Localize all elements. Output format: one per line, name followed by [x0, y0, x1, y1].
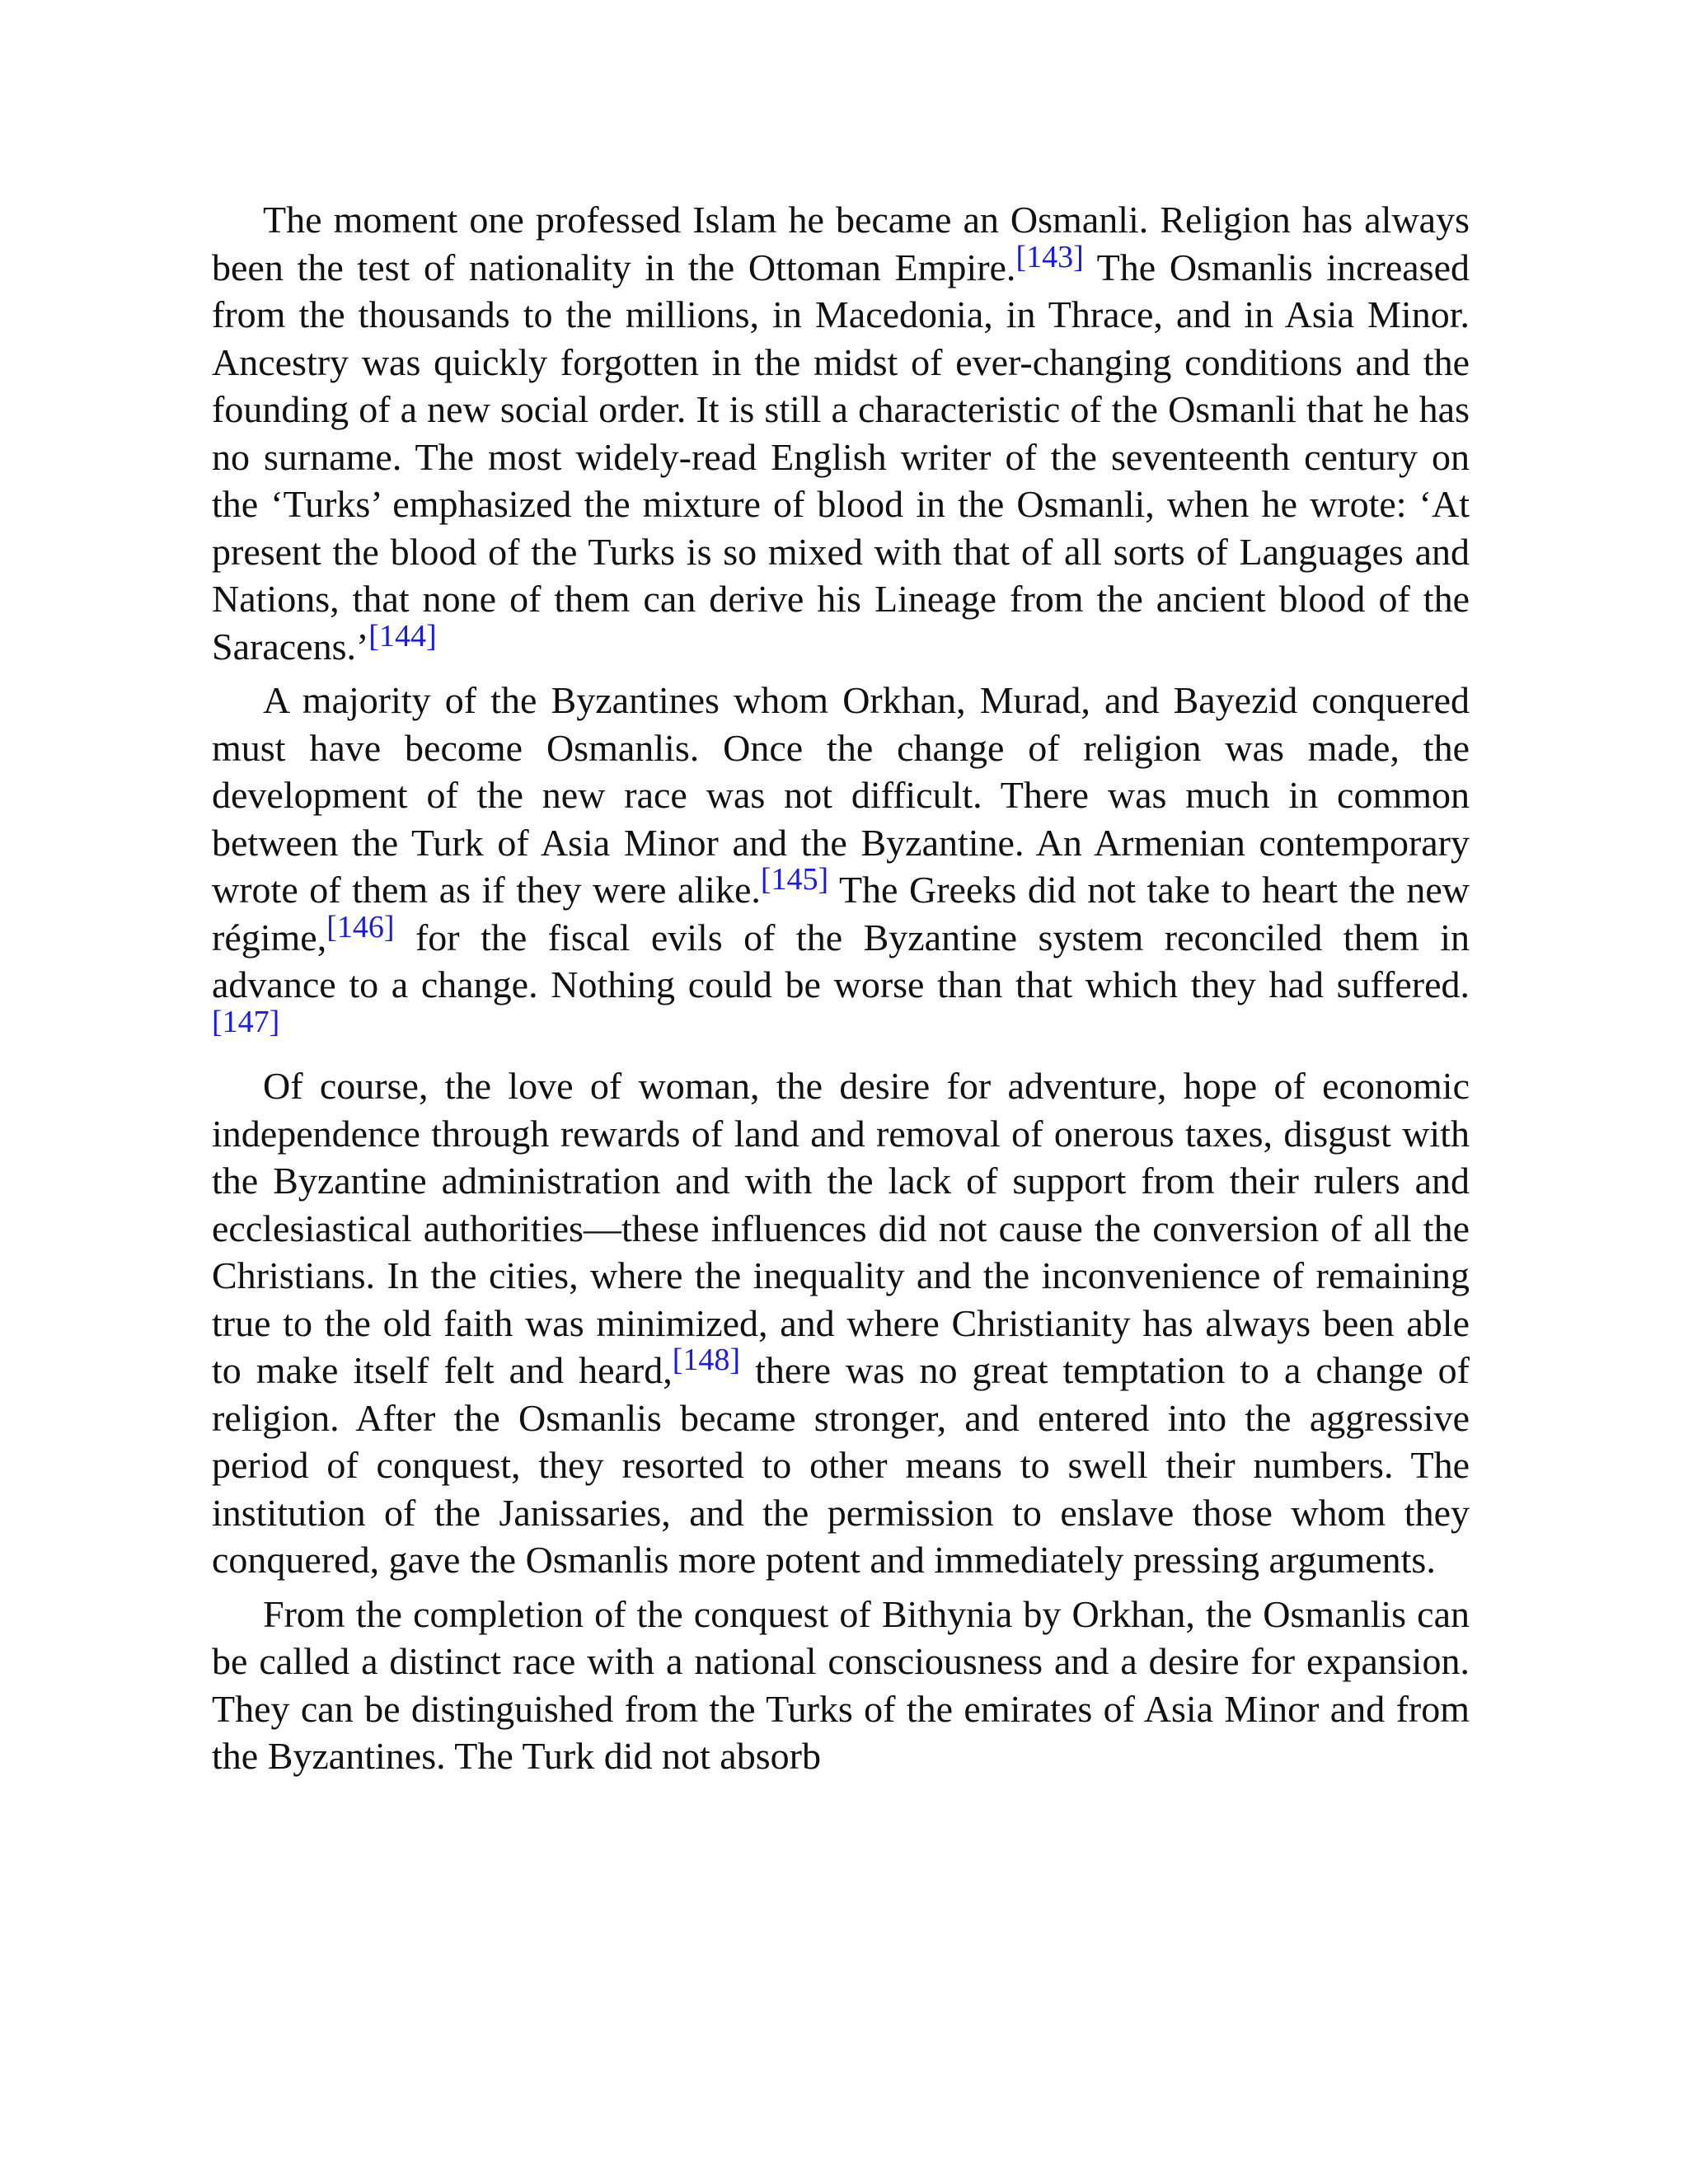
footnote-link[interactable]: [145]: [760, 862, 829, 898]
paragraph: [212, 1591, 1470, 1780]
footnote-link[interactable]: [148]: [672, 1343, 741, 1378]
paragraph-text: From the completion of the conquest of Bithynia by Orkhan, the Osmanlis can be called a distinct race with a national consciousness and a desire for expansion. They can be distinguished from the Turks of the emirates of Asia Minor and from the Byzantines. The Turk did not absorb: [212, 1592, 1470, 1777]
paragraph-text: there was no great temptation to a change of religion. After the Osmanlis became stronger, and entered into the aggressive period of conquest, they resorted to other means to swell their numbers. The institution of the Janissaries, and the permission to enslave those whom they conquered, gave the Osmanlis more potent and immediately pressing arguments.: [212, 1349, 1470, 1581]
document-body: [212, 196, 1470, 1787]
paragraph-text: The Osmanlis increased from the thousands to the millions, in Macedonia, in Thrace, and in Asia Minor. Ancestry was quickly forgotten in the midst of ever-changing conditions and the founding of a new social order. It is still a characteristic of the Osmanli that he has no surname. The most widely-read English writer of the seventeenth century on the ‘Turks’ emphasized the mixture of blood in the Osmanli, when he wrote: ‘At present the blood of the Turks is so mixed with that of all sorts of Languages and Nations, that none of them can derive his Lineage from the ancient blood of the Saracens.’: [212, 246, 1470, 668]
paragraph: [212, 196, 1470, 670]
paragraph-text: The Greeks did not take to heart the new régime,: [212, 869, 1470, 958]
footnote-link[interactable]: [146]: [326, 909, 395, 944]
footnote-link[interactable]: [147]: [212, 1004, 280, 1039]
footnote-link[interactable]: [144]: [368, 618, 437, 654]
paragraph-text: for the fiscal evils of the Byzantine system reconciled them in advance to a change. Nothing could be worse than that which they had suffered.: [212, 916, 1470, 1005]
paragraph: [212, 677, 1470, 1056]
paragraph-text: A majority of the Byzantines whom Orkhan, Murad, and Bayezid conquered must have become Osmanlis. Once the change of religion was made, the development of the new race was not difficult. There was much in common between the Turk of Asia Minor and the Byzantine. An Armenian contemporary wrote of them as if they were alike.: [212, 679, 1470, 911]
paragraph-text: The moment one professed Islam he became an Osmanli. Religion has always been the test of nationality in the Ottoman Empire.: [212, 199, 1470, 288]
paragraph: [212, 1062, 1470, 1584]
paragraph-text: Of course, the love of woman, the desire for adventure, hope of economic independence through rewards of land and removal of onerous taxes, disgust with the Byzantine administration and with the lack of support from their rulers and ecclesiastical authorities—these influences did not cause the conversion of all the Christians. In the cities, where the inequality and the inconvenience of remaining true to the old faith was minimized, and where Christianity has always been able to make itself felt and heard,: [212, 1065, 1470, 1391]
footnote-link[interactable]: [143]: [1015, 239, 1084, 274]
